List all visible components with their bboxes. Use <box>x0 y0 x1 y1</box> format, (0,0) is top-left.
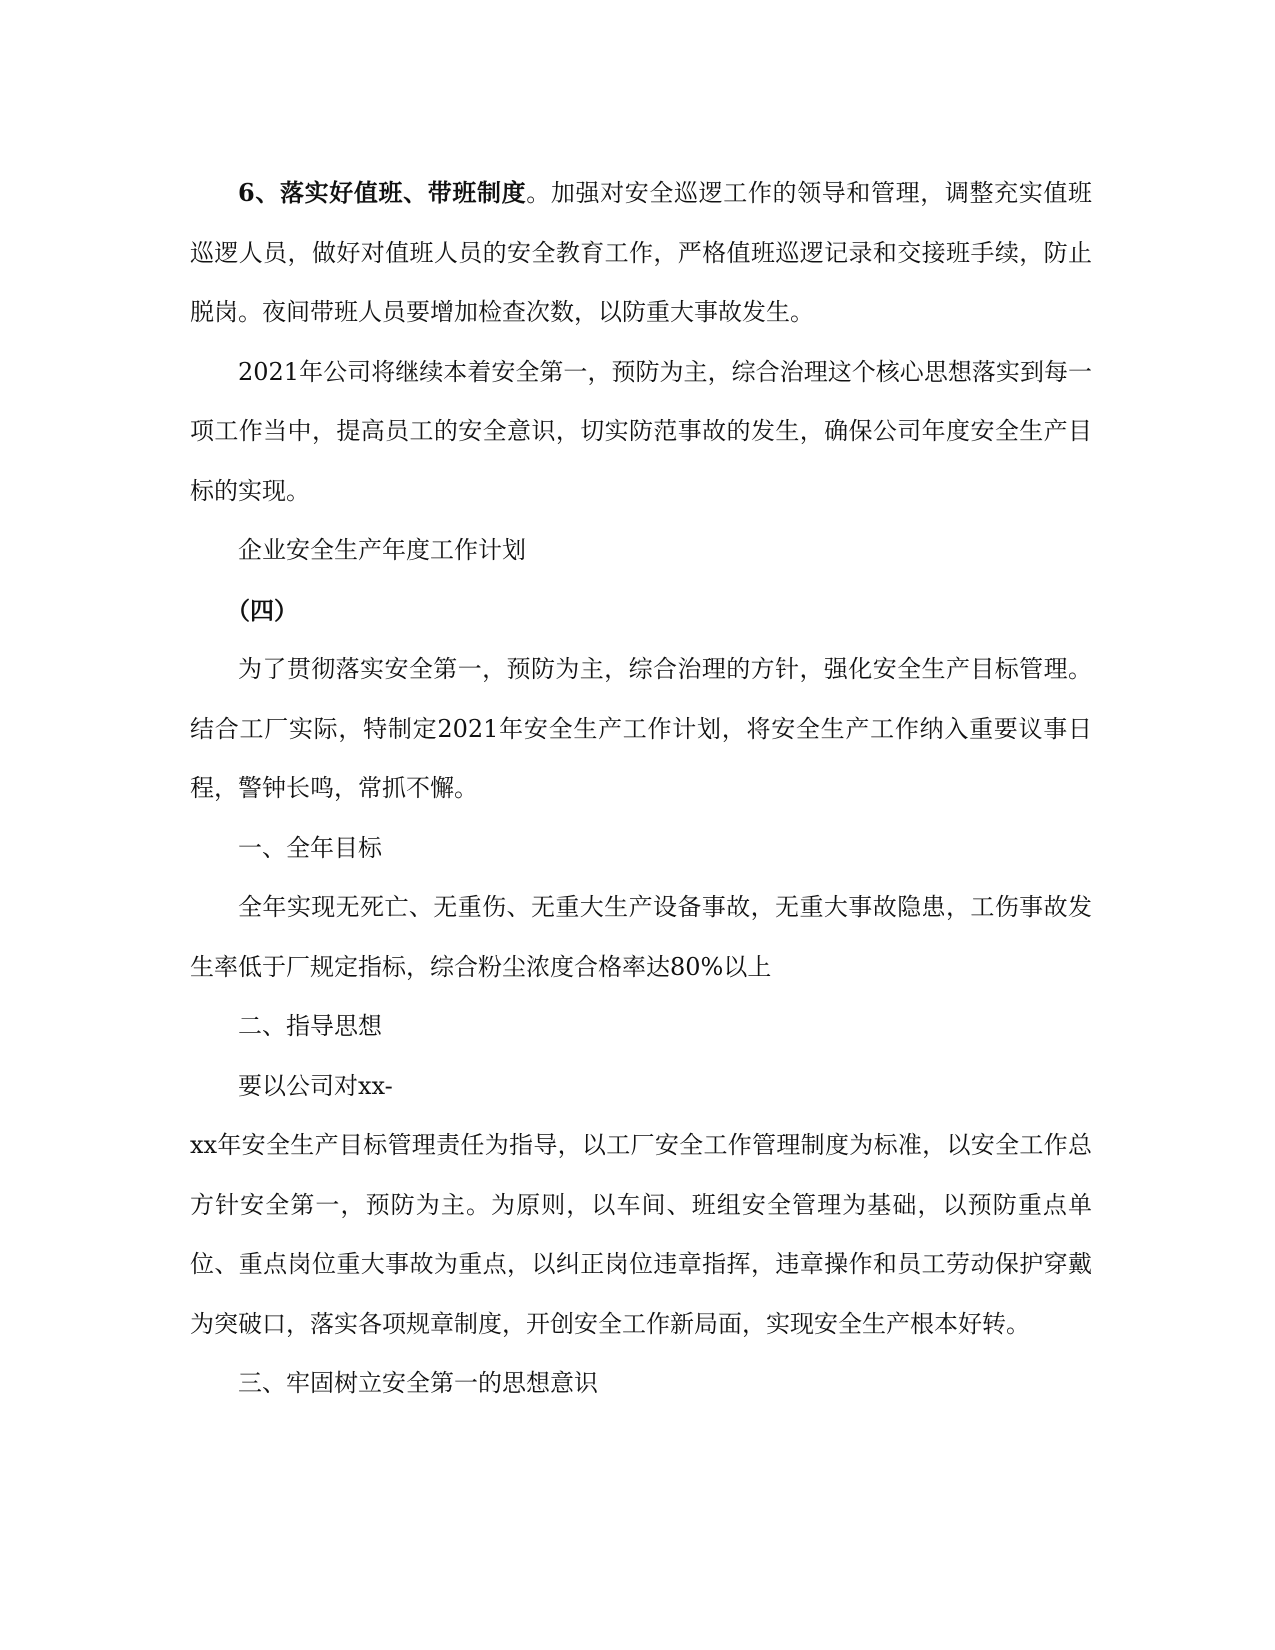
paragraph-duty-system <box>190 163 1092 343</box>
heading-safety-awareness: 三、牢固树立安全第一的思想意识 <box>238 1369 598 1397</box>
heading-guiding-idea: 二、指导思想 <box>238 1012 382 1040</box>
section-number: （四） <box>226 595 298 625</box>
paragraph-guiding-idea-start: 要以公司对xx- <box>238 1071 393 1100</box>
section-title: 企业安全生产年度工作计划 <box>238 536 526 564</box>
document-body <box>190 163 1092 1414</box>
paragraph-intro: 为了贯彻落实安全第一，预防为主，综合治理的方针，强化安全生产目标管理。结合工厂实际，特制定2021年安全生产工作计划，将安全生产工作纳入重要议事日程，警钟长鸣，常抓不懈。 <box>190 655 1092 802</box>
paragraph-2021-summary: 2021年公司将继续本着安全第一，预防为主，综合治理这个核心思想落实到每一项工作当中，提高员工的安全意识，切实防范事故的发生，确保公司年度安全生产目标的实现。 <box>190 357 1092 505</box>
heading-annual-goal: 一、全年目标 <box>238 833 382 862</box>
paragraph-annual-goal: 全年实现无死亡、无重伤、无重大生产设备事故，无重大事故隐患，工伤事故发生率低于厂规定指标，综合粉尘浓度合格率达80%以上 <box>190 893 1092 981</box>
paragraph-text: 。加强对安全巡逻工作的领导和管理，调整充实值班巡逻人员，做好对值班人员的安全教育工作，严格值班巡逻记录和交接班手续，防止脱岗。夜间带班人员要增加检查次数，以防重大事故发生。 <box>190 179 1092 326</box>
bold-lead-duty-system: 6、落实好值班、带班制度 <box>238 178 527 207</box>
paragraph-guiding-idea: xx年安全生产目标管理责任为指导，以工厂安全工作管理制度为标准，以安全工作总方针安全第一，预防为主。为原则，以车间、班组安全管理为基础，以预防重点单位、重点岗位重大事故为重点，以纠正岗位违章指挥，违章操作和员工劳动保护穿戴为突破口，落实各项规章制度，开创安全工作新局面，实现安全生产根本好转。 <box>190 1131 1092 1338</box>
